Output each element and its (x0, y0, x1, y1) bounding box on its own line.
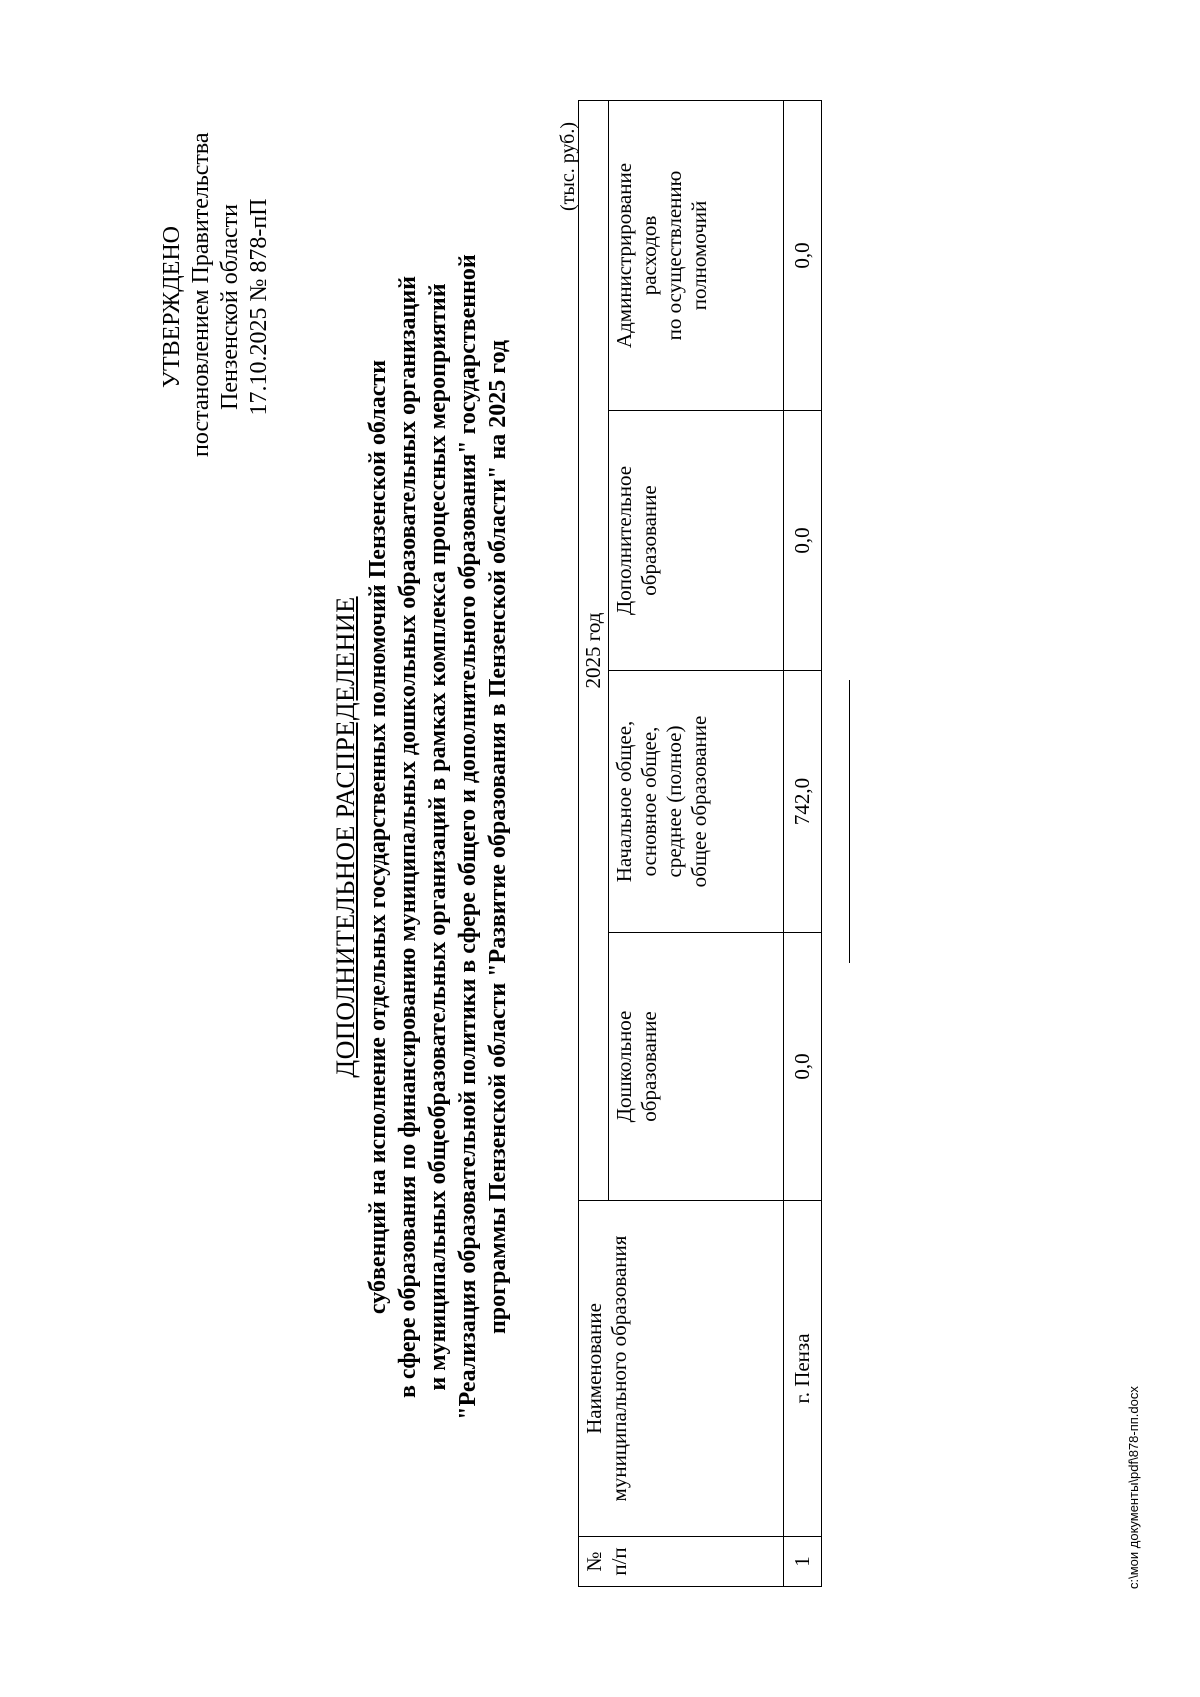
document-subtitle (363, 127, 513, 1547)
subtitle-line: "Реализация образовательной политики в сфере общего и дополнительного образования" государственной (455, 254, 481, 1420)
subtitle-line: субвенций на исполнение отдельных государственных полномочий Пензенской области (365, 359, 391, 1315)
row-num: 1 (784, 1537, 822, 1587)
subtitle-line: и муниципальных общеобразовательных организаций в рамках комплекса процессных мероприятий (425, 283, 451, 1391)
table-row (784, 101, 822, 1587)
value-preschool: 0,0 (784, 933, 822, 1201)
subtitle-line: в сфере образования по финансированию муниципальных дошкольных образовательных организаций (395, 275, 421, 1399)
allocation-table (578, 100, 822, 1587)
document-heading (330, 127, 513, 1547)
row-municipality: г. Пенза (784, 1201, 822, 1537)
header-additional: Дополнительное образование (609, 411, 784, 671)
header-general: Начальное общее, основное общее, среднее (полное) общее образование (609, 671, 784, 933)
value-general: 742,0 (784, 671, 822, 933)
approval-line: постановлением Правительства (188, 132, 214, 457)
file-path-footer: c:\мои документы\pdf\878-пп.docx (1126, 1386, 1141, 1589)
header-num: № п/п (579, 1537, 784, 1587)
closing-rule (849, 680, 850, 963)
approval-line: Пензенской области (217, 204, 243, 410)
header-preschool: Дошкольное образование (609, 933, 784, 1201)
header-administration: Администрирование расходов по осуществлению полномочий (609, 101, 784, 411)
table-header-row (579, 101, 609, 1587)
subtitle-line: программы Пензенской области "Развитие образования в Пензенской области" на 2025 год (485, 339, 511, 1335)
value-administration: 0,0 (784, 101, 822, 411)
header-municipality: Наименование муниципального образования (579, 1201, 784, 1537)
units-note: (тыс. руб.) (557, 121, 579, 211)
value-additional: 0,0 (784, 411, 822, 671)
approval-line: УТВЕРЖДЕНО (159, 225, 185, 389)
document-title: ДОПОЛНИТЕЛЬНОЕ РАСПРЕДЕЛЕНИЕ (331, 596, 360, 1078)
approval-stamp (158, 132, 274, 457)
approval-line: 17.10.2025 № 878-пП (246, 198, 272, 416)
header-year: 2025 год (579, 101, 609, 1201)
